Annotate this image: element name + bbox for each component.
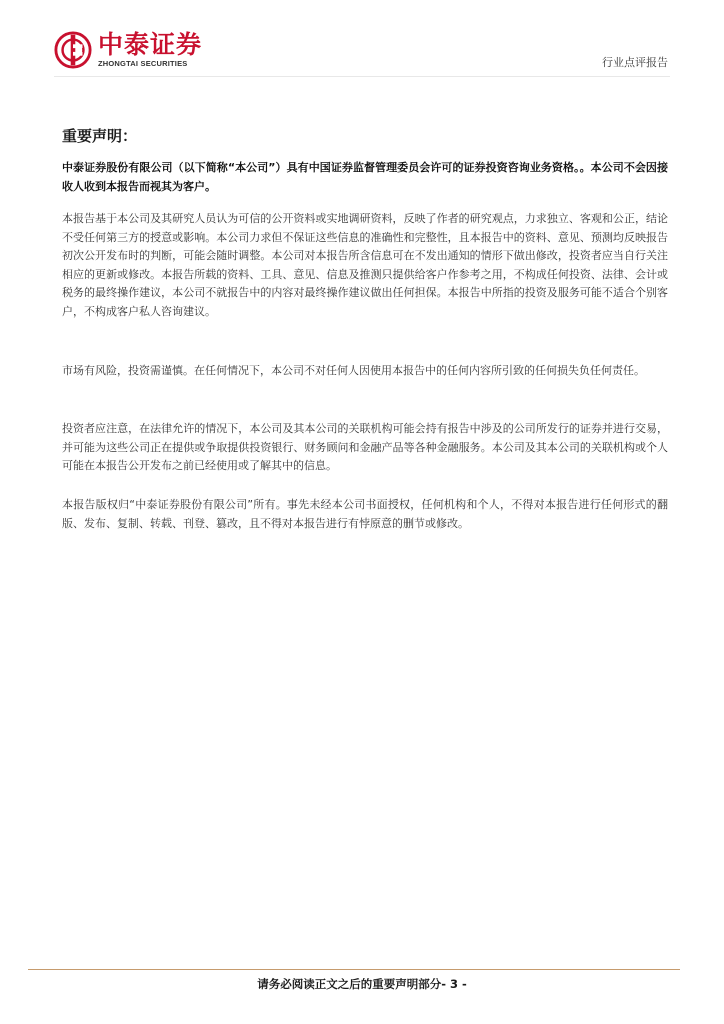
disclaimer-paragraph-conflict: 投资者应注意，在法律允许的情况下，本公司及其本公司的关联机构可能会持有报告中涉及的公司所发行的证券并进行交易，并可能为这些公司正在提供或争取提供投资银行、财务顾问和金融产品等各种金融服务。本公司及其本公司的关联机构或个人可能在本报告公开发布之前已经使用或了解其中的信息。 <box>62 422 668 472</box>
logo-chinese-name: 中泰证券 <box>98 30 203 60</box>
disclaimer-paragraph-risk: 市场有风险，投资需谨慎。在任何情况下，本公司不对任何人因使用本报告中的任何内容所引致的任何损失负任何责任。 <box>62 364 645 377</box>
report-type-label: 行业点评报告 <box>602 56 668 69</box>
footer-notice: 请务必阅读正文之后的重要声明部分- 3 - <box>257 977 467 991</box>
zhongtai-logo-icon <box>54 31 92 69</box>
disclaimer-paragraph-research: 本报告基于本公司及其研究人员认为可信的公开资料或实地调研资料，反映了作者的研究观点，力求独立、客观和公正，结论不受任何第三方的授意或影响。本公司力求但不保证这些信息的准确性和完整性，且本报告中的资料、意见、预测均反映报告初次公开发布时的判断，可能会随时调整。本公司对本报告所含信息可在不发出通知的情形下做出修改，投资者应当自行关注相应的更新或修改。本报告所载的资料、工具、意见、信息及推测只提供给客户作参考之用，不构成任何投资、法律、会计或税务的最终操作建议，本公司不就报告中的内容对最终操作建议做出任何担保。本报告中所指的投资及服务可能不适合个别客户，不构成客户私人咨询建议。 <box>62 212 668 318</box>
company-logo <box>54 28 202 72</box>
page-title: 重要声明： <box>62 127 138 145</box>
header-divider <box>54 76 670 77</box>
qualification-statement: 中泰证券股份有限公司（以下简称“本公司”）具有中国证券监督管理委员会许可的证券投资咨询业务资格。。本公司不会因接收人收到本报告而视其为客户。 <box>62 161 668 193</box>
disclaimer-paragraph-copyright: 本报告版权归“中泰证券股份有限公司”所有。事先未经本公司书面授权，任何机构和个人，不得对本报告进行任何形式的翻版、发布、复制、转载、刊登、篡改，且不得对本报告进行有悖原意的删节或修改。 <box>62 498 668 530</box>
logo-wordmark <box>98 32 202 68</box>
logo-english-name: ZHONGTAI SECURITIES <box>98 59 188 69</box>
footer-divider <box>28 969 680 970</box>
